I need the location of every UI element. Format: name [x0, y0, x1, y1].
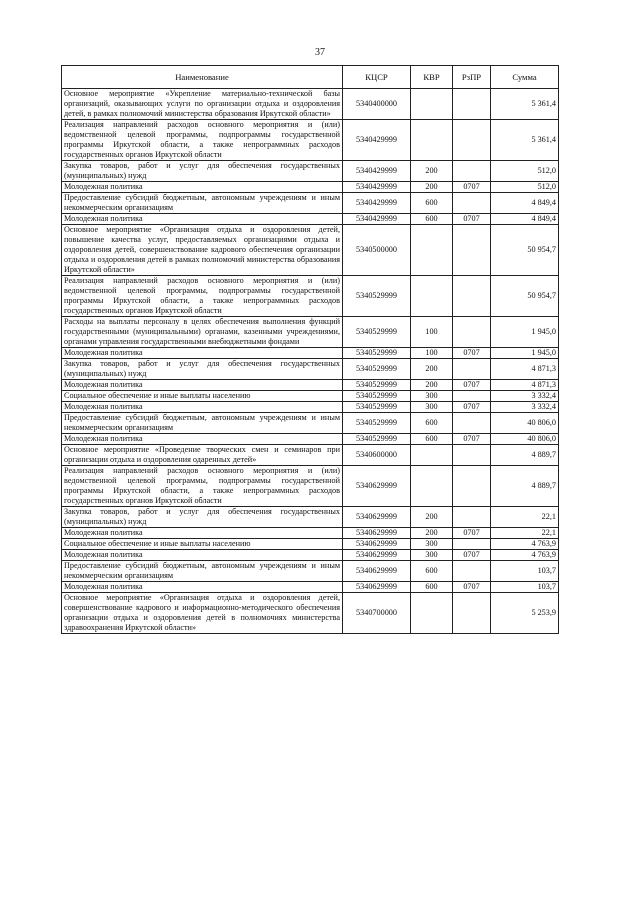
cell-sum: 50 954,7	[491, 276, 559, 317]
cell-name: Молодежная политика	[62, 380, 343, 391]
cell-kcsr: 5340529999	[343, 359, 411, 380]
cell-sum: 4 871,3	[491, 380, 559, 391]
cell-kvr: 200	[411, 161, 453, 182]
cell-kcsr: 5340529999	[343, 348, 411, 359]
cell-kcsr: 5340429999	[343, 193, 411, 214]
cell-kcsr: 5340529999	[343, 434, 411, 445]
cell-name: Социальное обеспечение и иные выплаты населению	[62, 539, 343, 550]
cell-rzpr	[453, 161, 491, 182]
cell-sum: 4 871,3	[491, 359, 559, 380]
cell-sum: 103,7	[491, 561, 559, 582]
cell-kcsr: 5340529999	[343, 402, 411, 413]
cell-name: Молодежная политика	[62, 434, 343, 445]
cell-name: Молодежная политика	[62, 402, 343, 413]
cell-sum: 4 849,4	[491, 193, 559, 214]
cell-kcsr: 5340429999	[343, 120, 411, 161]
cell-rzpr: 0707	[453, 528, 491, 539]
cell-sum: 5 361,4	[491, 89, 559, 120]
cell-sum: 1 945,0	[491, 348, 559, 359]
cell-name: Реализация направлений расходов основного мероприятия и (или) ведомственной целевой программы, подпрограммы государственной программы Иркутской области, а также непрограммных расходов государственных органов Иркутской области	[62, 276, 343, 317]
cell-sum: 50 954,7	[491, 225, 559, 276]
table-row	[62, 317, 559, 348]
cell-kcsr: 5340500000	[343, 225, 411, 276]
cell-rzpr: 0707	[453, 182, 491, 193]
cell-kcsr: 5340529999	[343, 380, 411, 391]
cell-kcsr: 5340529999	[343, 276, 411, 317]
cell-kcsr: 5340700000	[343, 593, 411, 634]
cell-kcsr: 5340629999	[343, 528, 411, 539]
cell-name: Молодежная политика	[62, 528, 343, 539]
table-row	[62, 225, 559, 276]
cell-name: Молодежная политика	[62, 182, 343, 193]
cell-kcsr: 5340629999	[343, 550, 411, 561]
cell-kvr	[411, 593, 453, 634]
cell-rzpr	[453, 445, 491, 466]
table-row	[62, 413, 559, 434]
table-row	[62, 276, 559, 317]
table-row	[62, 561, 559, 582]
header-sum: Сумма	[491, 66, 559, 89]
cell-name: Реализация направлений расходов основного мероприятия и (или) ведомственной целевой программы, подпрограммы государственной программы Иркутской области, а также непрограммных расходов государственных органов Иркутской области	[62, 120, 343, 161]
table-row	[62, 445, 559, 466]
header-kcsr: КЦСР	[343, 66, 411, 89]
cell-kvr	[411, 276, 453, 317]
table-header-row	[62, 66, 559, 89]
cell-kcsr: 5340529999	[343, 413, 411, 434]
cell-kcsr: 5340429999	[343, 182, 411, 193]
cell-rzpr	[453, 225, 491, 276]
table-row	[62, 391, 559, 402]
cell-name: Молодежная политика	[62, 214, 343, 225]
cell-kvr: 100	[411, 348, 453, 359]
cell-sum: 4 889,7	[491, 466, 559, 507]
cell-kvr: 600	[411, 214, 453, 225]
cell-rzpr	[453, 593, 491, 634]
cell-rzpr: 0707	[453, 402, 491, 413]
table-row	[62, 348, 559, 359]
cell-sum: 4 849,4	[491, 214, 559, 225]
cell-kcsr: 5340629999	[343, 539, 411, 550]
cell-kcsr: 5340429999	[343, 214, 411, 225]
cell-name: Молодежная политика	[62, 582, 343, 593]
table-row	[62, 380, 559, 391]
table-row	[62, 466, 559, 507]
table-row	[62, 120, 559, 161]
budget-table	[61, 65, 559, 634]
cell-kvr: 300	[411, 402, 453, 413]
cell-sum: 5 253,9	[491, 593, 559, 634]
cell-sum: 4 763,9	[491, 550, 559, 561]
table-row	[62, 402, 559, 413]
cell-rzpr: 0707	[453, 214, 491, 225]
cell-kcsr: 5340629999	[343, 582, 411, 593]
cell-name: Предоставление субсидий бюджетным, автономным учреждениям и иным некоммерческим организациям	[62, 561, 343, 582]
cell-sum: 103,7	[491, 582, 559, 593]
table-row	[62, 550, 559, 561]
cell-kvr	[411, 120, 453, 161]
table-row	[62, 528, 559, 539]
cell-kvr: 200	[411, 182, 453, 193]
cell-rzpr	[453, 539, 491, 550]
cell-name: Основное мероприятие «Проведение творческих смен и семинаров при организации отдыха и оздоровления одаренных детей»	[62, 445, 343, 466]
cell-kvr: 200	[411, 359, 453, 380]
header-kvr: КВР	[411, 66, 453, 89]
cell-kvr: 100	[411, 317, 453, 348]
cell-kvr: 600	[411, 434, 453, 445]
cell-kcsr: 5340629999	[343, 466, 411, 507]
table-row	[62, 434, 559, 445]
cell-sum: 3 332,4	[491, 391, 559, 402]
cell-rzpr: 0707	[453, 582, 491, 593]
cell-rzpr	[453, 120, 491, 161]
cell-name: Закупка товаров, работ и услуг для обеспечения государственных (муниципальных) нужд	[62, 161, 343, 182]
cell-name: Реализация направлений расходов основного мероприятия и (или) ведомственной целевой программы, подпрограммы государственной программы Иркутской области, а также непрограммных расходов государственных органов Иркутской области	[62, 466, 343, 507]
header-name: Наименование	[62, 66, 343, 89]
table-body	[62, 89, 559, 634]
cell-rzpr: 0707	[453, 434, 491, 445]
table-row	[62, 214, 559, 225]
cell-name: Молодежная политика	[62, 348, 343, 359]
cell-kcsr: 5340629999	[343, 561, 411, 582]
cell-rzpr	[453, 193, 491, 214]
header-rzpr: РзПР	[453, 66, 491, 89]
table-row	[62, 582, 559, 593]
cell-kvr	[411, 89, 453, 120]
cell-rzpr	[453, 276, 491, 317]
cell-kvr: 200	[411, 507, 453, 528]
cell-name: Основное мероприятие «Организация отдыха и оздоровления детей, повышение качества услуг, предоставляемых организациями отдыха и оздоровления детей, совершенствование кадрового обеспечения организации отдыха и оздоровления детей в рамках полномочий министерства образования Иркутской области»	[62, 225, 343, 276]
cell-rzpr	[453, 413, 491, 434]
cell-sum: 40 806,0	[491, 413, 559, 434]
cell-rzpr	[453, 561, 491, 582]
table-row	[62, 507, 559, 528]
cell-name: Закупка товаров, работ и услуг для обеспечения государственных (муниципальных) нужд	[62, 359, 343, 380]
cell-rzpr: 0707	[453, 348, 491, 359]
cell-sum: 3 332,4	[491, 402, 559, 413]
cell-rzpr: 0707	[453, 380, 491, 391]
cell-kvr	[411, 445, 453, 466]
cell-rzpr	[453, 359, 491, 380]
table-row	[62, 359, 559, 380]
cell-sum: 1 945,0	[491, 317, 559, 348]
cell-rzpr	[453, 466, 491, 507]
cell-kcsr: 5340529999	[343, 317, 411, 348]
cell-sum: 5 361,4	[491, 120, 559, 161]
cell-kvr: 300	[411, 550, 453, 561]
cell-kcsr: 5340600000	[343, 445, 411, 466]
cell-kvr	[411, 225, 453, 276]
cell-kvr: 300	[411, 391, 453, 402]
cell-sum: 512,0	[491, 182, 559, 193]
table-row	[62, 193, 559, 214]
cell-name: Предоставление субсидий бюджетным, автономным учреждениям и иным некоммерческим организациям	[62, 413, 343, 434]
cell-sum: 22,1	[491, 507, 559, 528]
cell-kvr: 600	[411, 193, 453, 214]
table-row	[62, 161, 559, 182]
cell-rzpr	[453, 317, 491, 348]
cell-kcsr: 5340629999	[343, 507, 411, 528]
cell-kvr: 300	[411, 539, 453, 550]
cell-sum: 22,1	[491, 528, 559, 539]
page-number: 37	[315, 47, 325, 58]
cell-name: Предоставление субсидий бюджетным, автономным учреждениям и иным некоммерческим организациям	[62, 193, 343, 214]
cell-name: Закупка товаров, работ и услуг для обеспечения государственных (муниципальных) нужд	[62, 507, 343, 528]
table-row	[62, 593, 559, 634]
cell-name: Расходы на выплаты персоналу в целях обеспечения выполнения функций государственными (муниципальными) органами, казенными учреждениями, органами управления государственными внебюджетными фондами	[62, 317, 343, 348]
cell-kvr: 600	[411, 413, 453, 434]
cell-name: Молодежная политика	[62, 550, 343, 561]
cell-rzpr	[453, 89, 491, 120]
cell-name: Основное мероприятие «Укрепление материально-технической базы организаций, оказывающих услуги по организации отдыха и оздоровления детей, в рамках полномочий министерства образования Иркутской области»	[62, 89, 343, 120]
cell-kcsr: 5340529999	[343, 391, 411, 402]
cell-kcsr: 5340429999	[343, 161, 411, 182]
cell-kvr: 200	[411, 380, 453, 391]
cell-sum: 4 763,9	[491, 539, 559, 550]
table-row	[62, 539, 559, 550]
cell-sum: 40 806,0	[491, 434, 559, 445]
cell-rzpr	[453, 391, 491, 402]
cell-sum: 4 889,7	[491, 445, 559, 466]
cell-kvr: 600	[411, 561, 453, 582]
cell-kcsr: 5340400000	[343, 89, 411, 120]
cell-kvr	[411, 466, 453, 507]
cell-name: Основное мероприятие «Организация отдыха и оздоровления детей, совершенствование кадрового и информационно-методического обеспечения организации отдыха и оздоровления детей в полномочиях министерства здравоохранения Иркутской области»	[62, 593, 343, 634]
cell-kvr: 200	[411, 528, 453, 539]
cell-kvr: 600	[411, 582, 453, 593]
table-row	[62, 89, 559, 120]
cell-rzpr: 0707	[453, 550, 491, 561]
cell-sum: 512,0	[491, 161, 559, 182]
cell-name: Социальное обеспечение и иные выплаты населению	[62, 391, 343, 402]
table-row	[62, 182, 559, 193]
cell-rzpr	[453, 507, 491, 528]
